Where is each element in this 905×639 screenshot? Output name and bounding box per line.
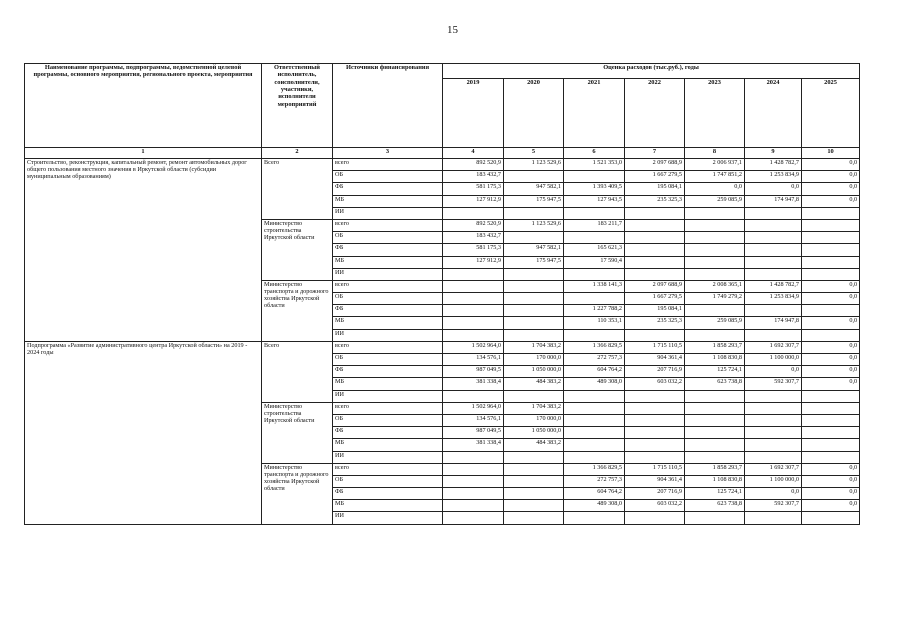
value-cell — [625, 232, 685, 244]
value-cell: 2 097 688,9 — [625, 159, 685, 171]
header-year: 2023 — [685, 79, 745, 148]
value-cell — [685, 512, 745, 524]
value-cell — [564, 293, 625, 305]
value-cell: 892 520,9 — [443, 219, 504, 231]
value-cell — [504, 512, 564, 524]
funding-source-cell: ФБ — [333, 305, 443, 317]
funding-source-cell: ФБ — [333, 427, 443, 439]
column-number-row — [25, 148, 860, 159]
header-year: 2020 — [504, 79, 564, 148]
responsible-cell: Министерство строительства Иркутской области — [262, 219, 333, 280]
value-cell — [564, 207, 625, 219]
funding-source-cell: ИИ — [333, 390, 443, 402]
header-year: 2025 — [802, 79, 860, 148]
value-cell: 0,0 — [685, 183, 745, 195]
value-cell: 623 738,8 — [685, 500, 745, 512]
responsible-cell: Всего — [262, 341, 333, 402]
value-cell — [802, 512, 860, 524]
funding-source-cell: ФБ — [333, 183, 443, 195]
value-cell: 134 576,1 — [443, 414, 504, 426]
value-cell — [802, 268, 860, 280]
value-cell: 1 667 279,5 — [625, 293, 685, 305]
value-cell — [745, 402, 802, 414]
value-cell — [564, 390, 625, 402]
value-cell: 592 307,7 — [745, 500, 802, 512]
value-cell: 592 307,7 — [745, 378, 802, 390]
value-cell — [625, 207, 685, 219]
value-cell: 170 000,0 — [504, 414, 564, 426]
value-cell: 489 308,0 — [564, 500, 625, 512]
value-cell: 1 366 829,5 — [564, 341, 625, 353]
value-cell — [802, 414, 860, 426]
value-cell: 1 253 834,9 — [745, 293, 802, 305]
value-cell: 947 582,1 — [504, 183, 564, 195]
funding-source-cell: ОБ — [333, 232, 443, 244]
funding-source-cell: ИИ — [333, 207, 443, 219]
value-cell: 603 032,2 — [625, 378, 685, 390]
header-program-name: Наименование программы, подпрограммы, ведомственной целевой программы, основного мероприятия, регионального проекта, мероприятия — [25, 64, 262, 148]
value-cell: 2 008 365,1 — [685, 280, 745, 292]
funding-source-cell: МБ — [333, 317, 443, 329]
value-cell — [443, 293, 504, 305]
table-body — [25, 64, 860, 525]
value-cell: 1 108 830,8 — [685, 475, 745, 487]
value-cell: 0,0 — [802, 293, 860, 305]
header-funding-source: Источники финансирования — [333, 64, 443, 148]
header-responsible: Ответственный исполнитель, соисполнители, участники, исполнители мероприятий — [262, 64, 333, 148]
funding-source-cell: ФБ — [333, 488, 443, 500]
column-number: 3 — [333, 148, 443, 159]
value-cell: 1 366 829,5 — [564, 463, 625, 475]
value-cell — [504, 463, 564, 475]
value-cell — [443, 280, 504, 292]
value-cell — [745, 268, 802, 280]
value-cell: 1 428 782,7 — [745, 159, 802, 171]
value-cell: 127 943,5 — [564, 195, 625, 207]
value-cell — [625, 268, 685, 280]
value-cell — [625, 427, 685, 439]
value-cell — [625, 390, 685, 402]
header-year: 2019 — [443, 79, 504, 148]
value-cell: 259 085,9 — [685, 195, 745, 207]
value-cell: 0,0 — [802, 366, 860, 378]
value-cell — [504, 293, 564, 305]
value-cell: 1 749 279,2 — [685, 293, 745, 305]
value-cell — [802, 427, 860, 439]
value-cell — [625, 451, 685, 463]
funding-source-cell: МБ — [333, 195, 443, 207]
value-cell — [745, 329, 802, 341]
funding-source-cell: ИИ — [333, 329, 443, 341]
value-cell: 987 049,5 — [443, 427, 504, 439]
value-cell: 581 175,3 — [443, 183, 504, 195]
value-cell: 1 715 110,5 — [625, 341, 685, 353]
value-cell — [745, 512, 802, 524]
value-cell — [685, 439, 745, 451]
value-cell — [564, 427, 625, 439]
value-cell: 1 858 293,7 — [685, 463, 745, 475]
funding-source-cell: ФБ — [333, 244, 443, 256]
value-cell: 0,0 — [802, 500, 860, 512]
value-cell: 110 353,1 — [564, 317, 625, 329]
value-cell — [504, 317, 564, 329]
value-cell — [443, 305, 504, 317]
value-cell — [745, 451, 802, 463]
value-cell — [443, 207, 504, 219]
value-cell — [745, 244, 802, 256]
responsible-cell: Министерство транспорта и дорожного хозяйства Иркутской области — [262, 463, 333, 524]
value-cell — [504, 232, 564, 244]
value-cell: 987 049,5 — [443, 366, 504, 378]
value-cell — [802, 305, 860, 317]
value-cell: 0,0 — [802, 488, 860, 500]
value-cell — [443, 512, 504, 524]
value-cell — [685, 232, 745, 244]
value-cell — [745, 219, 802, 231]
value-cell — [504, 280, 564, 292]
value-cell: 17 590,4 — [564, 256, 625, 268]
value-cell — [745, 439, 802, 451]
value-cell — [443, 451, 504, 463]
column-number: 6 — [564, 148, 625, 159]
value-cell: 381 338,4 — [443, 378, 504, 390]
value-cell: 0,0 — [802, 475, 860, 487]
value-cell — [745, 305, 802, 317]
funding-source-cell: МБ — [333, 378, 443, 390]
value-cell: 0,0 — [745, 183, 802, 195]
value-cell: 0,0 — [802, 463, 860, 475]
funding-source-cell: ИИ — [333, 512, 443, 524]
funding-source-cell: всего — [333, 280, 443, 292]
value-cell — [504, 305, 564, 317]
value-cell: 1 123 529,6 — [504, 219, 564, 231]
value-cell — [625, 329, 685, 341]
value-cell: 127 912,9 — [443, 195, 504, 207]
funding-source-cell: ОБ — [333, 475, 443, 487]
value-cell: 623 738,8 — [685, 378, 745, 390]
value-cell — [802, 402, 860, 414]
header-row-top — [25, 64, 860, 79]
funding-source-cell: всего — [333, 159, 443, 171]
value-cell — [625, 439, 685, 451]
value-cell: 1 692 307,7 — [745, 463, 802, 475]
column-number: 9 — [745, 148, 802, 159]
value-cell: 272 757,3 — [564, 354, 625, 366]
value-cell — [802, 244, 860, 256]
value-cell: 892 520,9 — [443, 159, 504, 171]
column-number: 7 — [625, 148, 685, 159]
value-cell: 904 361,4 — [625, 475, 685, 487]
value-cell: 235 325,3 — [625, 317, 685, 329]
value-cell — [745, 427, 802, 439]
funding-source-cell: всего — [333, 341, 443, 353]
value-cell — [504, 171, 564, 183]
value-cell: 1 100 000,0 — [745, 475, 802, 487]
value-cell — [443, 475, 504, 487]
value-cell — [685, 414, 745, 426]
value-cell: 165 621,3 — [564, 244, 625, 256]
value-cell: 1 747 851,2 — [685, 171, 745, 183]
value-cell: 381 338,4 — [443, 439, 504, 451]
value-cell — [564, 451, 625, 463]
value-cell — [685, 329, 745, 341]
value-cell — [685, 451, 745, 463]
value-cell: 604 764,2 — [564, 488, 625, 500]
value-cell: 1 050 000,0 — [504, 366, 564, 378]
value-cell — [802, 390, 860, 402]
value-cell — [625, 244, 685, 256]
responsible-cell: Всего — [262, 159, 333, 220]
value-cell: 0,0 — [802, 171, 860, 183]
value-cell — [443, 488, 504, 500]
value-cell: 183 432,7 — [443, 232, 504, 244]
value-cell — [685, 244, 745, 256]
value-cell — [504, 329, 564, 341]
value-cell: 904 361,4 — [625, 354, 685, 366]
value-cell: 183 432,7 — [443, 171, 504, 183]
table-row — [25, 341, 860, 353]
value-cell — [802, 451, 860, 463]
value-cell — [443, 463, 504, 475]
value-cell: 1 715 110,5 — [625, 463, 685, 475]
value-cell: 604 764,2 — [564, 366, 625, 378]
value-cell: 183 211,7 — [564, 219, 625, 231]
value-cell: 2 006 937,1 — [685, 159, 745, 171]
value-cell: 125 724,1 — [685, 488, 745, 500]
value-cell: 1 227 788,2 — [564, 305, 625, 317]
table-row — [25, 159, 860, 171]
column-number: 4 — [443, 148, 504, 159]
value-cell — [564, 171, 625, 183]
value-cell: 1 502 964,0 — [443, 402, 504, 414]
value-cell — [685, 402, 745, 414]
value-cell — [564, 268, 625, 280]
value-cell — [685, 390, 745, 402]
value-cell: 134 576,1 — [443, 354, 504, 366]
value-cell — [745, 232, 802, 244]
value-cell: 0,0 — [802, 195, 860, 207]
value-cell — [802, 232, 860, 244]
value-cell — [685, 427, 745, 439]
program-name-cell: Строительство, реконструкция, капитальный ремонт, ремонт автомобильных дорог общего пользования местного значения в Иркутской области (субсидии муниципальным образованиям) — [25, 159, 262, 342]
column-number: 5 — [504, 148, 564, 159]
value-cell: 0,0 — [802, 159, 860, 171]
value-cell — [504, 500, 564, 512]
value-cell — [443, 390, 504, 402]
program-name-cell: Подпрограмма «Развитие административного центра Иркутской области» на 2019 - 2024 годы — [25, 341, 262, 524]
budget-table — [24, 63, 860, 525]
header-expense-estimate: Оценка расходов (тыс.руб.), годы — [443, 64, 860, 79]
value-cell: 175 947,5 — [504, 256, 564, 268]
funding-source-cell: ОБ — [333, 293, 443, 305]
value-cell: 174 947,8 — [745, 195, 802, 207]
value-cell — [564, 232, 625, 244]
value-cell — [745, 414, 802, 426]
value-cell: 0,0 — [802, 354, 860, 366]
value-cell — [685, 207, 745, 219]
value-cell: 174 947,8 — [745, 317, 802, 329]
value-cell — [564, 439, 625, 451]
value-cell: 1 108 830,8 — [685, 354, 745, 366]
value-cell: 195 084,1 — [625, 183, 685, 195]
value-cell — [802, 329, 860, 341]
value-cell: 1 521 353,0 — [564, 159, 625, 171]
value-cell — [564, 402, 625, 414]
value-cell — [443, 329, 504, 341]
value-cell: 0,0 — [802, 183, 860, 195]
funding-source-cell: ОБ — [333, 171, 443, 183]
value-cell — [685, 256, 745, 268]
value-cell — [625, 219, 685, 231]
column-number: 2 — [262, 148, 333, 159]
value-cell: 1 502 964,0 — [443, 341, 504, 353]
header-year: 2021 — [564, 79, 625, 148]
value-cell: 1 253 834,9 — [745, 171, 802, 183]
value-cell — [564, 414, 625, 426]
value-cell — [625, 402, 685, 414]
value-cell — [745, 207, 802, 219]
header-year: 2022 — [625, 79, 685, 148]
value-cell: 207 716,9 — [625, 488, 685, 500]
value-cell — [802, 256, 860, 268]
value-cell: 127 912,9 — [443, 256, 504, 268]
value-cell — [685, 219, 745, 231]
value-cell — [745, 390, 802, 402]
value-cell: 0,0 — [802, 341, 860, 353]
responsible-cell: Министерство транспорта и дорожного хозяйства Иркутской области — [262, 280, 333, 341]
funding-source-cell: ИИ — [333, 268, 443, 280]
responsible-cell: Министерство строительства Иркутской области — [262, 402, 333, 463]
value-cell — [443, 317, 504, 329]
value-cell: 1 704 383,2 — [504, 341, 564, 353]
value-cell — [564, 329, 625, 341]
funding-source-cell: всего — [333, 463, 443, 475]
value-cell: 484 383,2 — [504, 378, 564, 390]
value-cell: 0,0 — [802, 280, 860, 292]
value-cell: 1 050 000,0 — [504, 427, 564, 439]
value-cell: 0,0 — [802, 317, 860, 329]
value-cell: 1 704 383,2 — [504, 402, 564, 414]
funding-source-cell: ФБ — [333, 366, 443, 378]
funding-source-cell: МБ — [333, 256, 443, 268]
value-cell — [745, 256, 802, 268]
value-cell: 489 308,0 — [564, 378, 625, 390]
value-cell — [564, 512, 625, 524]
value-cell: 259 085,9 — [685, 317, 745, 329]
value-cell — [685, 268, 745, 280]
funding-source-cell: ОБ — [333, 354, 443, 366]
value-cell — [504, 268, 564, 280]
value-cell: 1 123 529,6 — [504, 159, 564, 171]
value-cell — [625, 414, 685, 426]
funding-source-cell: МБ — [333, 500, 443, 512]
value-cell — [504, 475, 564, 487]
value-cell: 195 084,1 — [625, 305, 685, 317]
header-year: 2024 — [745, 79, 802, 148]
value-cell: 1 858 293,7 — [685, 341, 745, 353]
value-cell — [802, 439, 860, 451]
funding-source-cell: МБ — [333, 439, 443, 451]
value-cell: 207 716,9 — [625, 366, 685, 378]
funding-source-cell: ОБ — [333, 414, 443, 426]
value-cell: 0,0 — [745, 366, 802, 378]
value-cell: 125 724,1 — [685, 366, 745, 378]
value-cell — [685, 305, 745, 317]
value-cell: 272 757,3 — [564, 475, 625, 487]
value-cell — [504, 390, 564, 402]
funding-source-cell: всего — [333, 402, 443, 414]
value-cell: 1 100 000,0 — [745, 354, 802, 366]
value-cell: 235 325,3 — [625, 195, 685, 207]
value-cell: 484 383,2 — [504, 439, 564, 451]
page-number: 15 — [447, 24, 458, 36]
value-cell — [625, 512, 685, 524]
value-cell — [504, 451, 564, 463]
column-number: 8 — [685, 148, 745, 159]
value-cell — [504, 488, 564, 500]
value-cell: 0,0 — [802, 378, 860, 390]
funding-source-cell: ИИ — [333, 451, 443, 463]
value-cell — [802, 207, 860, 219]
column-number: 1 — [25, 148, 262, 159]
value-cell: 1 667 279,5 — [625, 171, 685, 183]
value-cell — [625, 256, 685, 268]
value-cell — [443, 268, 504, 280]
value-cell: 581 175,3 — [443, 244, 504, 256]
value-cell: 170 000,0 — [504, 354, 564, 366]
value-cell: 603 032,2 — [625, 500, 685, 512]
value-cell — [504, 207, 564, 219]
value-cell: 947 582,1 — [504, 244, 564, 256]
funding-source-cell: всего — [333, 219, 443, 231]
column-number: 10 — [802, 148, 860, 159]
value-cell: 0,0 — [745, 488, 802, 500]
value-cell: 1 393 409,5 — [564, 183, 625, 195]
value-cell: 1 428 782,7 — [745, 280, 802, 292]
value-cell: 1 692 307,7 — [745, 341, 802, 353]
value-cell: 175 947,5 — [504, 195, 564, 207]
value-cell: 2 097 688,9 — [625, 280, 685, 292]
value-cell — [443, 500, 504, 512]
value-cell — [802, 219, 860, 231]
value-cell: 1 338 141,3 — [564, 280, 625, 292]
